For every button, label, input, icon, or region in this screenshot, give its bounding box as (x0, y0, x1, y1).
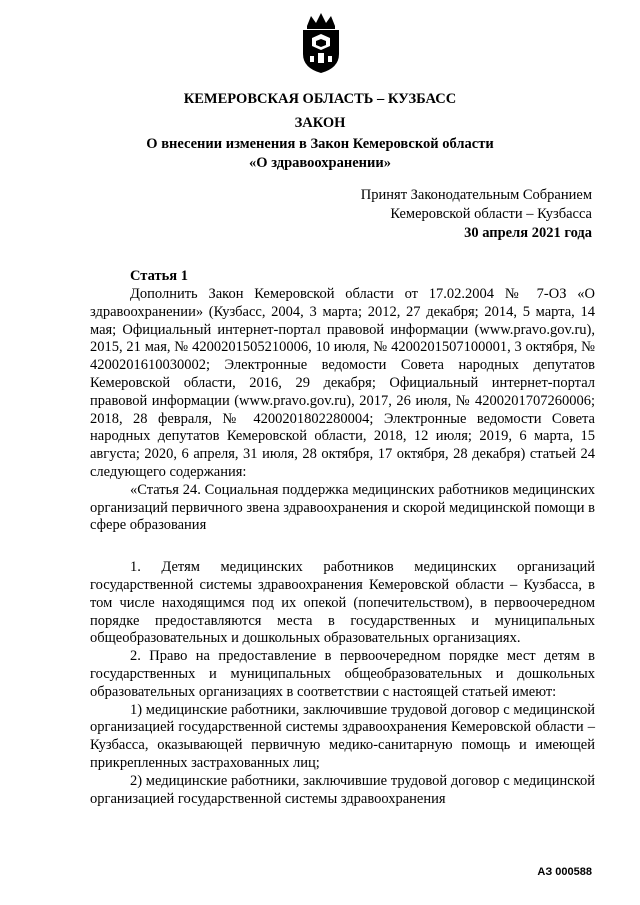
article-body (90, 286, 595, 808)
region-name: КЕМЕРОВСКАЯ ОБЛАСТЬ – КУЗБАСС (183, 91, 457, 107)
adoption-line-2: Кемеровской области – Кузбасса (390, 206, 592, 222)
paragraph: 1. Детям медицинских работников медицинских организаций государственной системы здравоохранения Кемеровской области – Кузбасса, в том числе находящимся под их опекой (попечительством), в первоочередном порядке предоставляются места в государственных и муниципальных общеобразовательных и дошкольных образовательных организациях. (90, 559, 595, 647)
article-heading: Статья 1 (130, 268, 188, 284)
law-title-line-2: «О здравоохранении» (249, 155, 391, 171)
form-serial-number: АЗ 000588 (537, 866, 592, 878)
law-title-line-1: О внесении изменения в Закон Кемеровской области (146, 136, 494, 152)
adoption-block (361, 186, 592, 243)
paragraph: 2) медицинские работники, заключившие трудовой договор с медицинской организацией государственной системы здравоохранения (90, 772, 595, 807)
adoption-date: 30 апреля 2021 года (464, 225, 592, 241)
coat-of-arms-icon (298, 12, 344, 74)
paragraph: 1) медицинские работники, заключившие трудовой договор с медицинской организацией государственной системы здравоохранения Кемеровской области – Кузбасса, оказывающей первичную медико-санитарную помощь и имеющей прикрепленных застрахованных лиц; (90, 701, 595, 771)
adoption-line-1: Принят Законодательным Собранием (360, 187, 592, 203)
new-article-heading: «Статья 24. Социальная поддержка медицинских работников медицинских организаций первичного звена здравоохранения и скорой медицинской помощи в сфере образования (90, 481, 595, 534)
paragraph: 2. Право на предоставление в первоочередном порядке мест детям в государственных и муниципальных общеобразовательных и дошкольных образовательных организациях в соответствии с настоящей статьей имеют: (90, 648, 595, 700)
article-intro: Дополнить Закон Кемеровской области от 17.02.2004 № 7-ОЗ «О здравоохранении» (Кузбасс, 2004, 3 марта; 2012, 27 декабря; 2014, 5 марта, 14 мая; Официальный интернет-портал правовой информации (www.pravo.gov.ru), 2015, 21 мая, № 4200201505210006, 10 июля, № 4200201507100001, 3 октября, № 4200201610030002; Электронные ведомости Совета народных депутатов Кемеровской области, 2016, 29 декабря; Официальный интернет-портал правовой информации (www.pravo.gov.ru), 2017, 26 июля, № 4200201707260006; 2018, 28 февраля, № 4200201802280004; Электронные ведомости Совета народных депутатов Кемеровской области, 2018, 12 июля; 2019, 6 марта, 15 августа; 2020, 6 апреля, 31 июля, 28 октября, 17 октября, 28 декабря) статьей 24 следующего содержания: (90, 286, 595, 480)
document-type: ЗАКОН (294, 115, 346, 131)
